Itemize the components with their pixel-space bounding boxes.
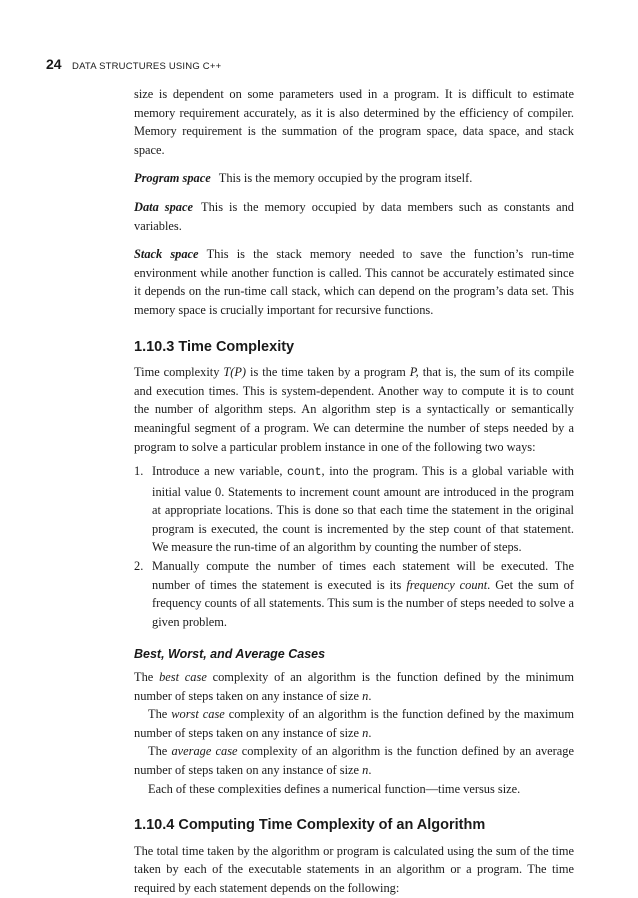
time-complexity-paragraph xyxy=(134,363,574,456)
step-count-methods-list xyxy=(134,462,574,631)
program-space-text: This is the memory occupied by the program itself. xyxy=(218,171,473,186)
text-run: The xyxy=(134,670,160,685)
stack-space-term: Stack space xyxy=(134,247,199,262)
stack-space-text: This is the stack memory needed to save the function’s run-time environment while another function is called. This cannot be accurately estimated since it depends on the run-time call stack, which can depend on the program’s data set. This memory space is crucially important for recursive functions. xyxy=(134,247,574,317)
text-run: complexity of an algorithm is the function defined by the maximum number of steps taken on any instance of size xyxy=(134,707,574,740)
page-number: 24 xyxy=(46,56,62,72)
average-case-paragraph xyxy=(134,742,574,779)
program-space-term: Program space xyxy=(134,171,211,186)
emphasis-best-case: best case xyxy=(159,670,207,685)
text-run: that is, the sum of its compile and execution times. This is system-dependent. Another way to compute it is to count the number of algorithm steps. An algorithm step is a syntactically or semantically meaningful segment of a program. We can determine the number of steps needed by a program to solve a particular problem instance in one of the following two ways: xyxy=(134,365,575,454)
list-item xyxy=(134,462,574,557)
list-number: 1. xyxy=(134,464,144,479)
text-run: The xyxy=(148,744,172,759)
data-space-term: Data space xyxy=(134,199,193,214)
formula-p: P, xyxy=(409,365,419,380)
variable-n: n xyxy=(362,763,369,777)
subheading-cases: Best, Worst, and Average Cases xyxy=(134,647,326,662)
running-title: DATA STRUCTURES USING C++ xyxy=(72,61,222,72)
data-space-text: This is the memory occupied by data members such as constants and variables. xyxy=(134,199,574,233)
best-case-paragraph xyxy=(134,668,574,705)
list-number: 2. xyxy=(134,559,144,574)
page-header xyxy=(46,56,221,74)
emphasis-worst-case: worst case xyxy=(171,707,225,722)
text-run: complexity of an algorithm is the function defined by an average number of steps taken on any instance of size xyxy=(134,744,574,777)
text-run: is the time taken by a program xyxy=(246,365,410,380)
stack-space-paragraph xyxy=(134,245,574,319)
text-run: , into the program. This is a global variable with initial value 0. Statements to increment count amount are introduced in the program at appropriate locations. This is done so that each time the statement in the original program is executed, the count is incremented by the step count of that statement. We measure the run-time of an algorithm by counting the number of steps. xyxy=(152,464,574,555)
computing-time-paragraph: The total time taken by the algorithm or program is calculated using the sum of the time taken by each of the executable statements in an algorithm or a program. The time required by each statement depends on the following: xyxy=(134,843,574,895)
text-run: The xyxy=(148,707,172,722)
emphasis-frequency-count: frequency count xyxy=(406,577,488,592)
list-item xyxy=(134,557,574,631)
emphasis-average-case: average case xyxy=(171,744,238,759)
complexities-summary-paragraph: Each of these complexities defines a numerical function—time versus size. xyxy=(148,781,521,796)
text-run: . Get the sum of frequency counts of all statements. This sum is the number of steps needed to solve a given problem. xyxy=(152,577,575,629)
data-space-paragraph xyxy=(134,198,574,235)
text-run: . xyxy=(368,763,372,777)
text-run: Introduce a new variable, xyxy=(152,464,288,479)
variable-n: n xyxy=(362,688,369,703)
section-heading-computing-time-complexity: 1.10.4 Computing Time Complexity of an Algorithm xyxy=(134,817,486,834)
worst-case-paragraph xyxy=(134,705,574,742)
text-run: . xyxy=(368,688,372,703)
program-space-paragraph xyxy=(134,169,574,188)
intro-paragraph: size is dependent on some parameters used in a program. It is difficult to estimate memory requirement accurately, as it is also determined by the efficiency of compiler. Memory requirement is the summation of the program space, data space, and stack space. xyxy=(134,87,574,157)
text-run: Manually compute the number of times each statement will be executed. The number of times the statement is executed is its xyxy=(152,559,574,592)
text-run: complexity of an algorithm is the function defined by the minimum number of steps taken on any instance of size xyxy=(134,670,574,703)
body-text xyxy=(134,85,574,898)
variable-n: n xyxy=(362,725,369,740)
formula-tp: T(P) xyxy=(223,365,247,380)
code-count: count xyxy=(287,466,322,480)
text-run: . xyxy=(368,725,372,740)
section-heading-time-complexity: 1.10.3 Time Complexity xyxy=(134,338,295,355)
text-run: Time complexity xyxy=(134,365,224,380)
